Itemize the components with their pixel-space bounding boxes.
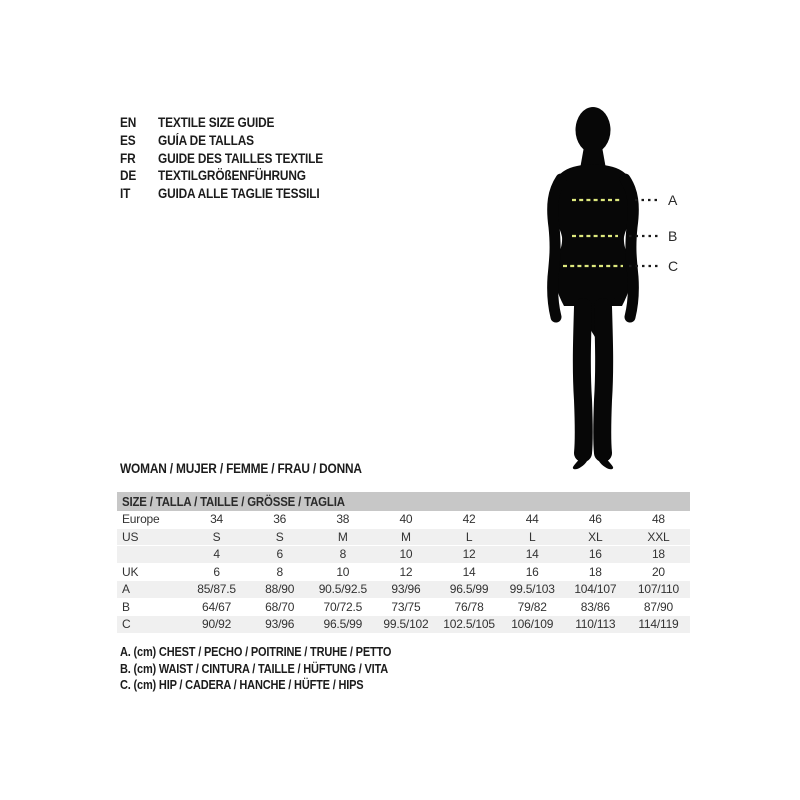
size-value: 83/86 xyxy=(580,599,610,614)
table-row xyxy=(117,529,690,547)
language-code: EN xyxy=(120,115,137,130)
table-row xyxy=(117,564,690,582)
size-value: XL xyxy=(588,529,603,544)
language-code: DE xyxy=(120,168,137,184)
size-value: 99.5/103 xyxy=(509,582,555,596)
table-row xyxy=(117,616,690,634)
size-value: 93/96 xyxy=(391,582,421,596)
silhouette-right-leg xyxy=(602,307,604,453)
language-title: TEXTILGRÖßENFÜHRUNG xyxy=(158,168,306,184)
size-value: 106/109 xyxy=(511,617,554,631)
size-value: 40 xyxy=(399,512,413,526)
size-value: M xyxy=(337,529,348,544)
row-label: UK xyxy=(122,564,139,579)
size-value: 70/72.5 xyxy=(323,599,363,614)
size-value: L xyxy=(528,529,536,544)
size-value: 8 xyxy=(276,564,283,579)
row-label: B xyxy=(122,599,130,614)
size-value: 20 xyxy=(651,564,665,579)
size-value: 34 xyxy=(210,512,224,526)
marker-label-c: C xyxy=(668,258,679,274)
size-value: 64/67 xyxy=(202,599,232,614)
row-label: Europe xyxy=(122,512,160,526)
language-row xyxy=(120,185,346,203)
size-value: 10 xyxy=(336,564,350,579)
marker-label-b: B xyxy=(668,228,678,244)
language-row xyxy=(120,114,346,132)
size-value: 18 xyxy=(651,547,665,561)
size-value: 14 xyxy=(525,547,539,561)
table-row xyxy=(117,511,690,529)
size-value: 87/90 xyxy=(643,599,673,614)
size-value: 18 xyxy=(588,564,602,579)
size-value: 79/82 xyxy=(517,599,547,614)
note-line: B. (cm) WAIST / CINTURA / TAILLE / HÜFTUNG / VITA xyxy=(120,661,389,676)
size-value: 88/90 xyxy=(265,582,295,596)
note-line: C. (cm) HIP / CADERA / HANCHE / HÜFTE / HIPS xyxy=(120,678,364,692)
language-title: TEXTILE SIZE GUIDE xyxy=(158,115,275,130)
size-value: 44 xyxy=(525,512,539,526)
size-value: 4 xyxy=(213,547,220,561)
row-label: C xyxy=(122,617,131,631)
size-value: 85/87.5 xyxy=(197,582,236,596)
language-row xyxy=(120,167,346,185)
language-code: IT xyxy=(120,186,131,201)
size-value: 73/75 xyxy=(391,599,421,614)
language-code: ES xyxy=(120,132,136,148)
table-row xyxy=(117,546,690,564)
size-value: 110/113 xyxy=(575,617,616,631)
size-value: 48 xyxy=(651,512,665,526)
row-label xyxy=(117,546,185,563)
silhouette-left-leg xyxy=(582,307,584,453)
size-table-header: SIZE / TALLA / TAILLE / GRÖSSE / TAGLIA xyxy=(117,492,690,511)
language-list xyxy=(120,114,346,203)
measurement-notes xyxy=(120,644,428,694)
size-value: 12 xyxy=(399,564,413,579)
note-line: A. (cm) CHEST / PECHO / POITRINE / TRUHE / PETTO xyxy=(120,645,392,659)
size-value: 93/96 xyxy=(265,617,295,631)
size-value: 12 xyxy=(462,547,476,561)
table-row xyxy=(117,581,690,599)
section-title: WOMAN / MUJER / FEMME / FRAU / DONNA xyxy=(120,461,362,476)
size-value: 8 xyxy=(339,547,347,561)
measurement-figure xyxy=(545,105,745,470)
size-value: M xyxy=(401,529,411,544)
table-row xyxy=(117,599,690,617)
size-table-body xyxy=(117,511,690,634)
size-value: 104/107 xyxy=(574,582,617,596)
size-value: 114/119 xyxy=(638,617,679,631)
marker-label-a: A xyxy=(668,192,678,208)
size-value: 38 xyxy=(336,512,350,526)
size-value: 6 xyxy=(213,564,220,579)
size-value: S xyxy=(212,529,221,544)
language-title: GUIDA ALLE TAGLIE TESSILI xyxy=(158,186,320,201)
size-value: 36 xyxy=(273,512,287,526)
language-title: GUIDE DES TAILLES TEXTILE xyxy=(158,150,324,166)
size-value: 96.5/99 xyxy=(323,617,363,631)
size-value: 16 xyxy=(588,547,602,561)
language-title: GUÍA DE TALLAS xyxy=(158,132,254,148)
size-value: 10 xyxy=(399,547,413,561)
size-value: 90/92 xyxy=(202,617,232,631)
size-value: 102.5/105 xyxy=(443,617,495,631)
size-value: 99.5/102 xyxy=(383,617,429,631)
language-code: FR xyxy=(120,150,136,166)
language-row xyxy=(120,150,346,168)
size-value: S xyxy=(275,529,284,544)
size-value: 14 xyxy=(462,564,476,579)
language-row xyxy=(120,132,346,150)
size-value: 42 xyxy=(462,512,476,526)
size-value: 107/110 xyxy=(637,582,679,596)
size-value: 76/78 xyxy=(454,599,484,614)
size-value: XXL xyxy=(647,529,670,544)
silhouette-torso xyxy=(551,164,635,306)
size-value: 46 xyxy=(588,512,602,526)
row-label: US xyxy=(122,529,139,544)
size-value: 96.5/99 xyxy=(449,582,489,596)
size-value: L xyxy=(465,529,473,544)
row-label: A xyxy=(122,582,130,596)
size-table xyxy=(117,492,690,634)
woman-silhouette xyxy=(545,105,745,470)
size-value: 16 xyxy=(525,564,539,579)
size-value: 6 xyxy=(276,547,283,561)
size-value: 68/70 xyxy=(265,599,295,614)
size-value: 90.5/92.5 xyxy=(318,582,367,596)
